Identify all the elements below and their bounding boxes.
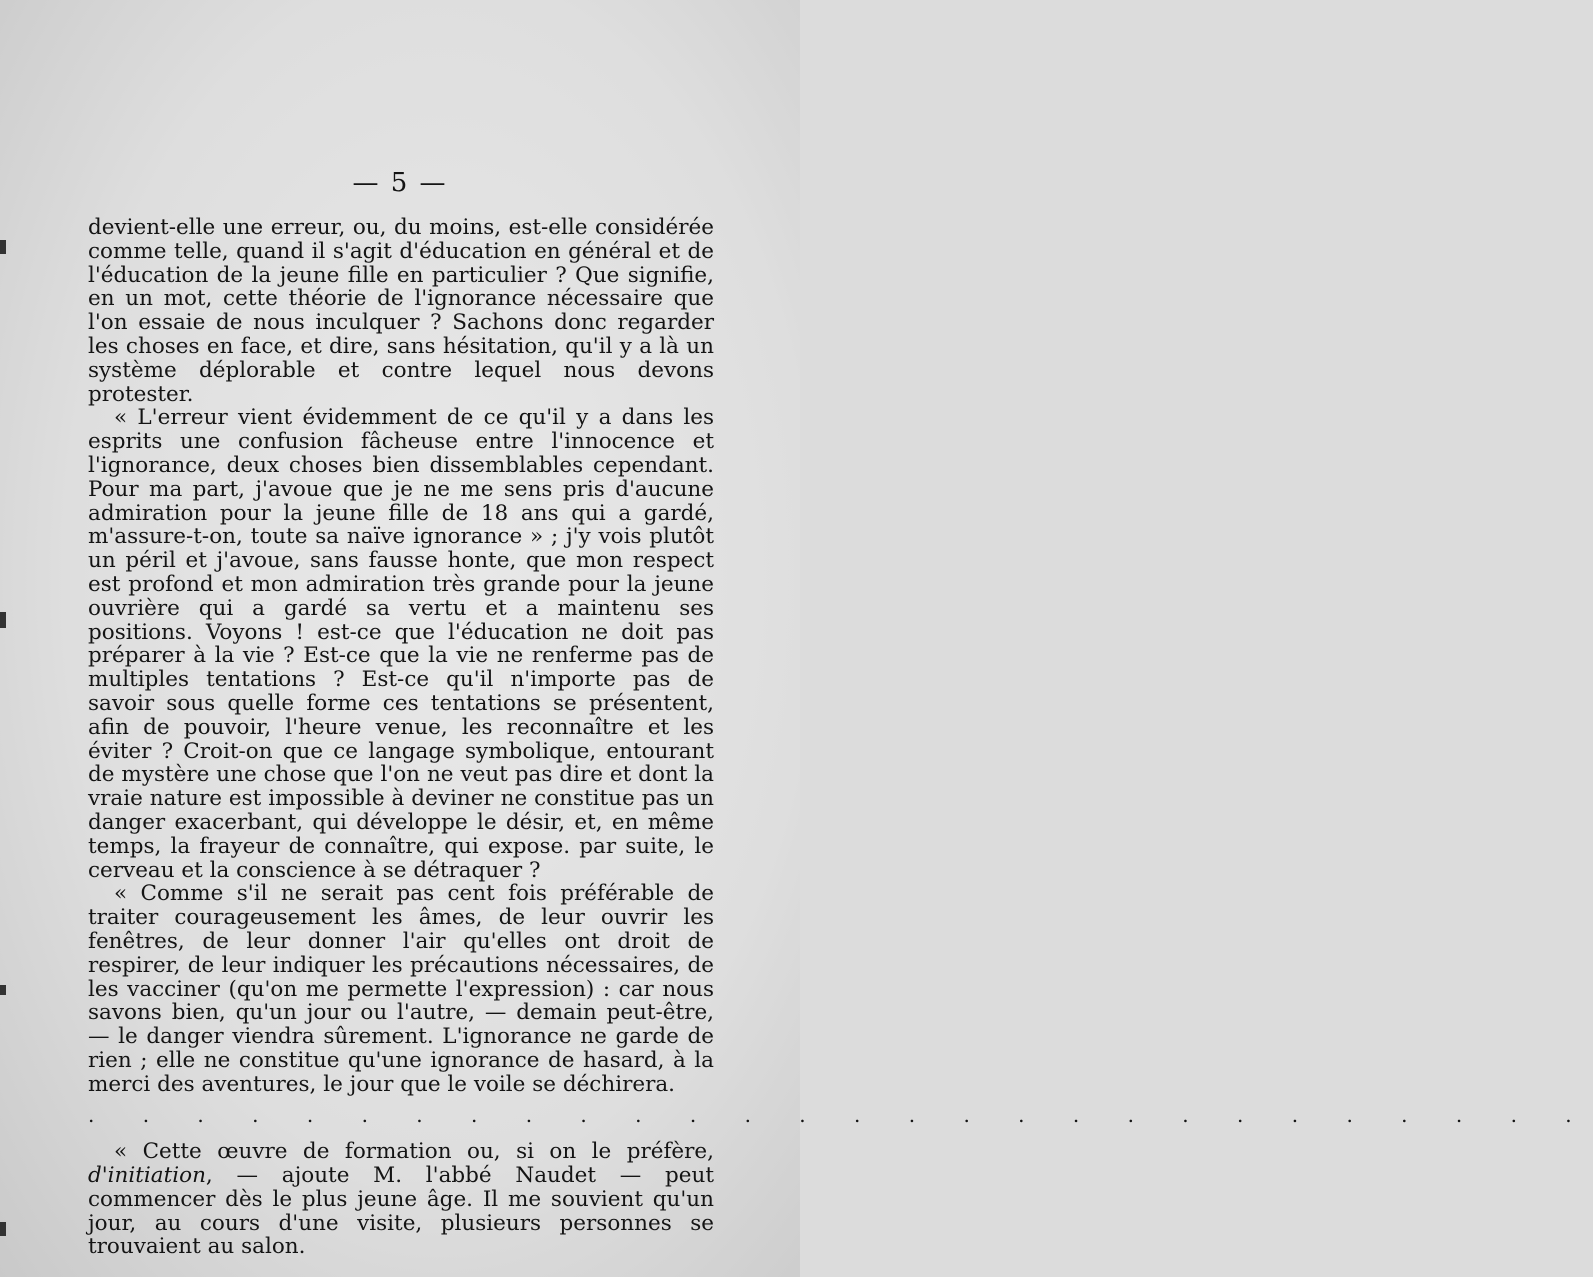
ellipsis-separator: . . . . . . . . . . . . . . . . . . . . . . . . . . . . [88, 1103, 1593, 1128]
margin-mark [0, 1222, 6, 1236]
paragraph [88, 1140, 714, 1259]
paragraph-text: « Cette œuvre de formation ou, si on le préfère, [114, 1139, 714, 1165]
page-number: — 5 — [352, 168, 448, 198]
italic-term: d'initiation [88, 1163, 206, 1189]
margin-mark [0, 985, 6, 995]
paragraph-text: , — ajoute M. l'abbé Naudet — peut commencer dès le plus jeune âge. Il me souvient qu'un jour, au cours d'une visite, plusieurs personnes se trouvaient au salon. [88, 1163, 714, 1260]
paragraph: devient-elle une erreur, ou, du moins, est-elle considérée comme telle, quand il s'agit d'éducation en général et de l'éducation de la jeune fille en particulier ? Que signifie, en un mot, cette théorie de l'ignorance nécessaire que l'on essaie de nous inculquer ? Sachons donc regarder les choses en face, et dire, sans hésitation, qu'il y a là un système déplorable et contre lequel nous devons protester. [88, 215, 714, 407]
paragraph: « L'erreur vient évidemment de ce qu'il y a dans les esprits une confusion fâcheuse entre l'innocence et l'ignorance, deux choses bien dissemblables cependant. Pour ma part, j'avoue que je ne me sens pris d'aucune admiration pour la jeune fille de 18 ans qui a gardé, m'assure-t-on, toute sa naïve ignorance » ; j'y vois plutôt un péril et j'avoue, sans fausse honte, que mon respect est profond et mon admiration très grande pour la jeune ouvrière qui a gardé sa vertu et a maintenu ses positions. Voyons ! est-ce que l'éducation ne doit pas préparer à la vie ? Est-ce que la vie ne renferme pas de multiples tentations ? Est-ce qu'il n'importe pas de savoir sous quelle forme ces tentations se présentent, afin de pouvoir, l'heure venue, les reconnaître et les éviter ? Croit-on que ce langage symbolique, entourant de mystère une chose que l'on ne veut pas dire et dont la vraie nature est impossible à deviner ne constitue pas un danger exacerbant, qui développe le désir, et, en même temps, la frayeur de connaître, qui expose. par suite, le cerveau et la conscience à se détraquer ? [88, 405, 714, 883]
margin-mark [0, 240, 6, 254]
margin-mark [0, 612, 6, 628]
body-text [88, 215, 1593, 1260]
paragraph: « Comme s'il ne serait pas cent fois préférable de traiter courageusement les âmes, de leur ouvrir les fenêtres, de leur donner l'air qu'elles ont droit de respirer, de leur indiquer les précautions nécessaires, de les vacciner (qu'on me permette l'expression) : car nous savons bien, qu'un jour ou l'autre, — demain peut-être, — le danger viendra sûrement. L'ignorance ne garde de rien ; elle ne constitue qu'une ignorance de hasard, à la merci des aventures, le jour que le voile se déchirera. [88, 881, 714, 1097]
